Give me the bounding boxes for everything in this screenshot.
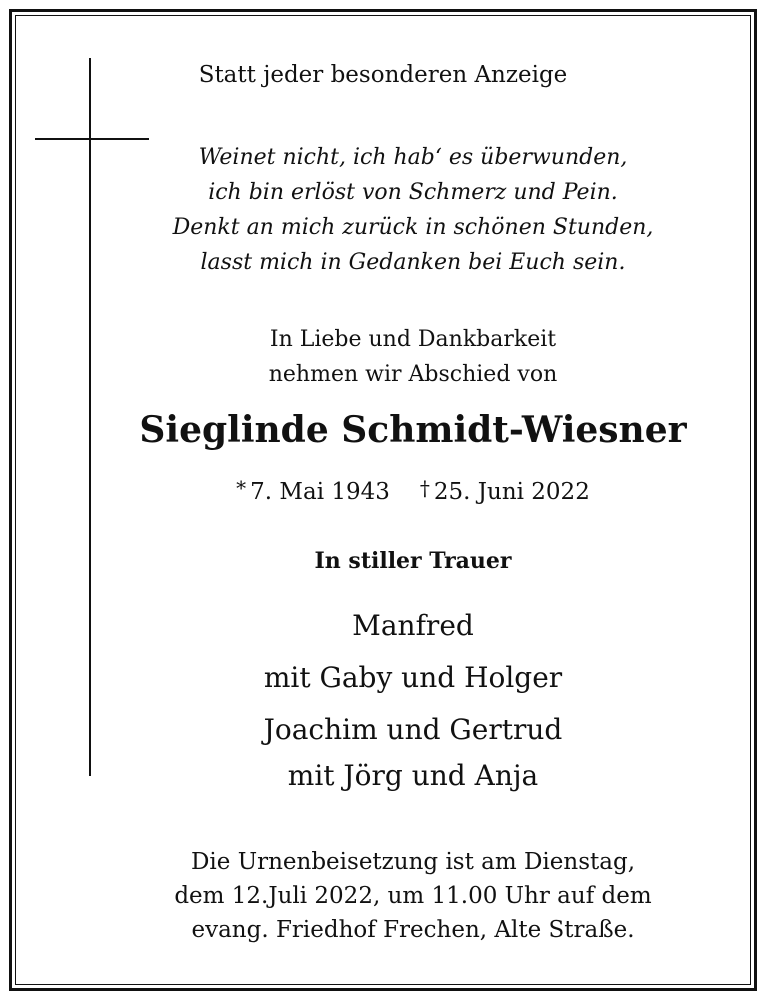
death-symbol: † [419,476,430,500]
life-dates [30,476,766,505]
poem-line: Denkt an mich zurück in schönen Stunden, [172,215,654,240]
family-member: Joachim und Gertrud [263,713,563,746]
burial-line: Die Urnenbeisetzung ist am Dienstag, [190,849,636,875]
family-list [30,600,766,796]
poem-line: Weinet nicht, ich hab‘ es überwunden, [198,145,628,170]
death-date: 25. Juni 2022 [433,479,590,505]
family-member: mit Gaby und Holger [263,661,563,694]
notice-header: Statt jeder besonderen Anzeige [198,62,568,88]
birth-date: 7. Mai 1943 [250,479,390,505]
mourning-title: In stiller Trauer [314,548,512,574]
intro-line: In Liebe und Dankbarkeit [269,327,557,352]
poem [30,140,766,280]
family-member: Manfred [352,609,474,642]
burial-line: dem 12.Juli 2022, um 11.00 Uhr auf dem [174,883,652,909]
family-member: mit Jörg und Anja [287,759,539,792]
burial-info [30,845,766,947]
burial-line: evang. Friedhof Frechen, Alte Straße. [191,917,635,943]
deceased-name: Sieglinde Schmidt-Wiesner [139,409,687,451]
poem-line: ich bin erlöst von Schmerz und Pein. [208,180,618,205]
poem-line: lasst mich in Gedanken bei Euch sein. [200,250,626,275]
intro-text [30,322,766,392]
intro-line: nehmen wir Abschied von [268,362,558,387]
birth-symbol: * [236,476,247,500]
